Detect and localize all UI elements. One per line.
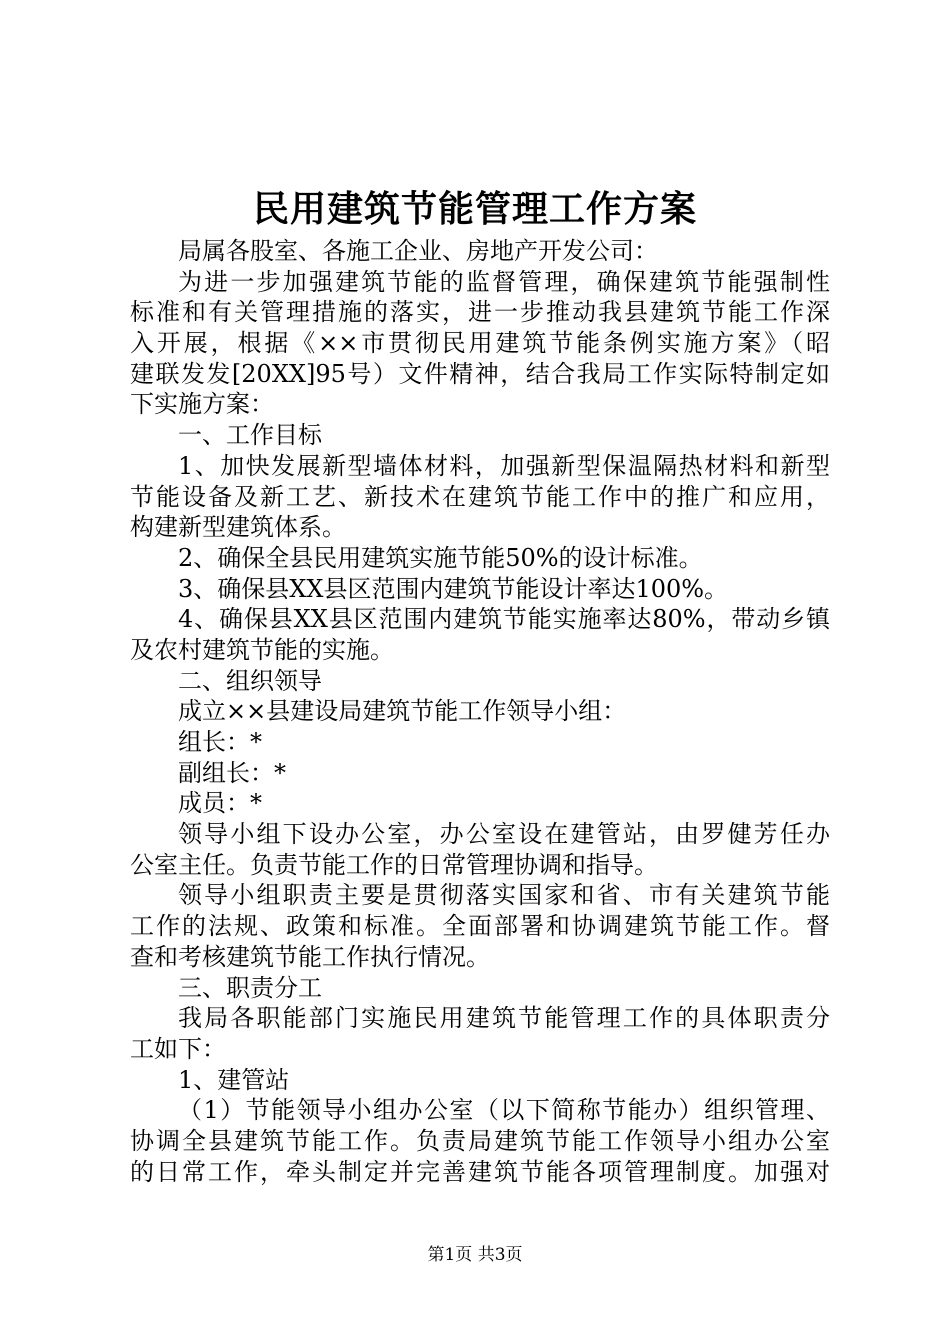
text-line: 三、职责分工	[178, 973, 322, 1002]
document-title: 民用建筑节能管理工作方案	[252, 189, 697, 230]
text-line: 查和考核建筑节能工作执行情况。	[130, 942, 490, 971]
text-line: 2、确保全县民用建筑实施节能50%的设计标准。	[178, 543, 703, 572]
text-line: 一、工作目标	[178, 421, 322, 450]
text-line: 建联发发[20XX]95号）文件精神，结合我局工作实际特制定如	[130, 359, 830, 388]
text-line: 协调全县建筑节能工作。负责局建筑节能工作领导小组办公室	[130, 1126, 830, 1155]
text-line: 组长：*	[178, 728, 262, 756]
text-line: 成立××县建设局建筑节能工作领导小组：	[178, 697, 627, 726]
text-line: 为进一步加强建筑节能的监督管理，确保建筑节能强制性	[178, 267, 830, 296]
text-line: 成员：*	[178, 789, 262, 818]
text-line: 工作的法规、政策和标准。全面部署和协调建筑节能工作。督	[130, 912, 830, 941]
text-line: 二、组织领导	[178, 666, 322, 695]
text-line: 我局各职能部门实施民用建筑节能管理工作的具体职责分	[178, 1004, 830, 1033]
page-footer: 第1页 共3页	[427, 1245, 523, 1265]
text-line: 副组长：*	[178, 758, 286, 787]
text-line: 局属各股室、各施工企业、房地产开发公司：	[178, 237, 658, 265]
text-line: 标准和有关管理措施的落实，进一步推动我县建筑节能工作深	[130, 298, 830, 327]
text-line: 入开展，根据《××市贯彻民用建筑节能条例实施方案》（昭	[130, 329, 830, 358]
text-line: （1）节能领导小组办公室（以下简称节能办）组织管理、	[178, 1096, 830, 1125]
text-line: 领导小组下设办公室，办公室设在建管站，由罗健芳任办	[178, 820, 830, 849]
text-line: 下实施方案：	[130, 390, 274, 419]
text-line: 公室主任。负责节能工作的日常管理协调和指导。	[130, 850, 658, 879]
text-line: 工如下：	[130, 1034, 226, 1063]
text-line: 领导小组职责主要是贯彻落实国家和省、市有关建筑节能	[178, 881, 830, 910]
text-line: 3、确保县XX县区范围内建筑节能设计率达100%。	[178, 574, 729, 603]
text-line: 节能设备及新工艺、新技术在建筑节能工作中的推广和应用，	[130, 482, 830, 511]
document-body	[130, 236, 830, 1187]
text-line: 构建新型建筑体系。	[130, 513, 346, 542]
text-line: 的日常工作，牵头制定并完善建筑节能各项管理制度。加强对	[130, 1157, 830, 1186]
text-line: 及农村建筑节能的实施。	[130, 635, 394, 664]
text-line: 4、确保县XX县区范围内建筑节能实施率达80%，带动乡镇	[178, 605, 830, 634]
text-line: 1、建管站	[178, 1065, 290, 1094]
text-line: 1、加快发展新型墙体材料，加强新型保温隔热材料和新型	[178, 451, 830, 480]
